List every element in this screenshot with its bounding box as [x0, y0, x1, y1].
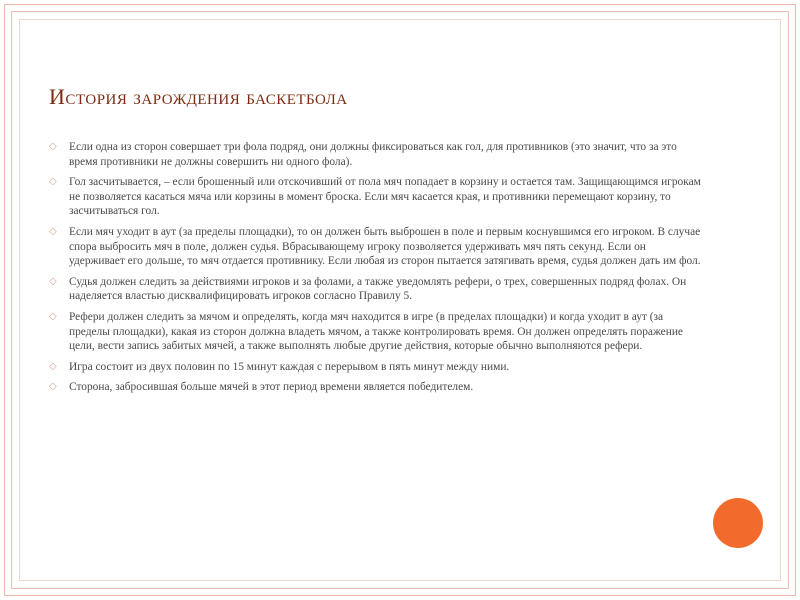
- bullet-diamond-icon: ◇: [49, 141, 57, 152]
- list-item: [49, 175, 704, 219]
- bullet-diamond-icon: ◇: [49, 176, 57, 188]
- list-item-text: Если мяч уходит в аут (за пределы площадки), то он должен быть выброшен в поле и первым коснувшимся его игроком. В случае спора выбросить мяч в поле, должен судья. Вбрасывающему игроку позволяется удерживать мяч пять секунд. Если он удерживает его дольше, то мяч отдается противнику. Если любая из сторон пытается затягивать время, судья должен дать им фол.: [69, 225, 701, 268]
- list-item-text: Гол засчитывается, – если брошенный или отскочивший от пола мяч попадает в корзину и остается там. Защищающимся игрокам не позволяется касаться мяча или корзины в момент броска. Если мяч касается края, и противники перемещают корзину, то засчитываться гол.: [69, 176, 701, 218]
- list-item: [49, 140, 704, 169]
- list-item-text: Сторона, забросившая больше мячей в этот период времени является победителем.: [69, 381, 474, 394]
- bullet-diamond-icon: ◇: [49, 275, 57, 287]
- bullet-diamond-icon: ◇: [49, 310, 57, 322]
- bullet-diamond-icon: ◇: [49, 225, 57, 237]
- slide-title: История зарождения баскетбола: [49, 84, 348, 109]
- decorative-circle: [713, 498, 763, 548]
- list-item: [49, 310, 704, 354]
- list-item: [49, 380, 704, 395]
- list-item: [49, 360, 704, 375]
- list-item: [49, 225, 704, 269]
- bullet-diamond-icon: ◇: [49, 381, 57, 393]
- list-item-text: Судья должен следить за действиями игроков и за фолами, а также уведомлять рефери, о трех, совершенных подряд фолах. Он наделяется властью дисквалифицировать игроков согласно Правилу 5.: [69, 275, 687, 303]
- bullet-list: [49, 140, 704, 401]
- bullet-diamond-icon: ◇: [49, 360, 57, 372]
- list-item-text: Рефери должен следить за мячом и определять, когда мяч находится в игре (в пределах площадки) и когда уходит в аут (за пределы площадки), какая из сторон должна владеть мячом, а также контролировать время. Он должен определять поражение цели, вести запись забитых мячей, а также выполнять любые другие действия, которые обычно выполняются рефери.: [69, 310, 683, 353]
- list-item-text: Игра состоит из двух половин по 15 минут каждая с перерывом в пять минут между ними.: [69, 360, 510, 373]
- list-item-text: Если одна из сторон совершает три фола подряд, они должны фиксироваться как гол, для противников (это значит, что за это время противники не должны совершить ни одного фола).: [69, 141, 677, 168]
- list-item: [49, 275, 704, 304]
